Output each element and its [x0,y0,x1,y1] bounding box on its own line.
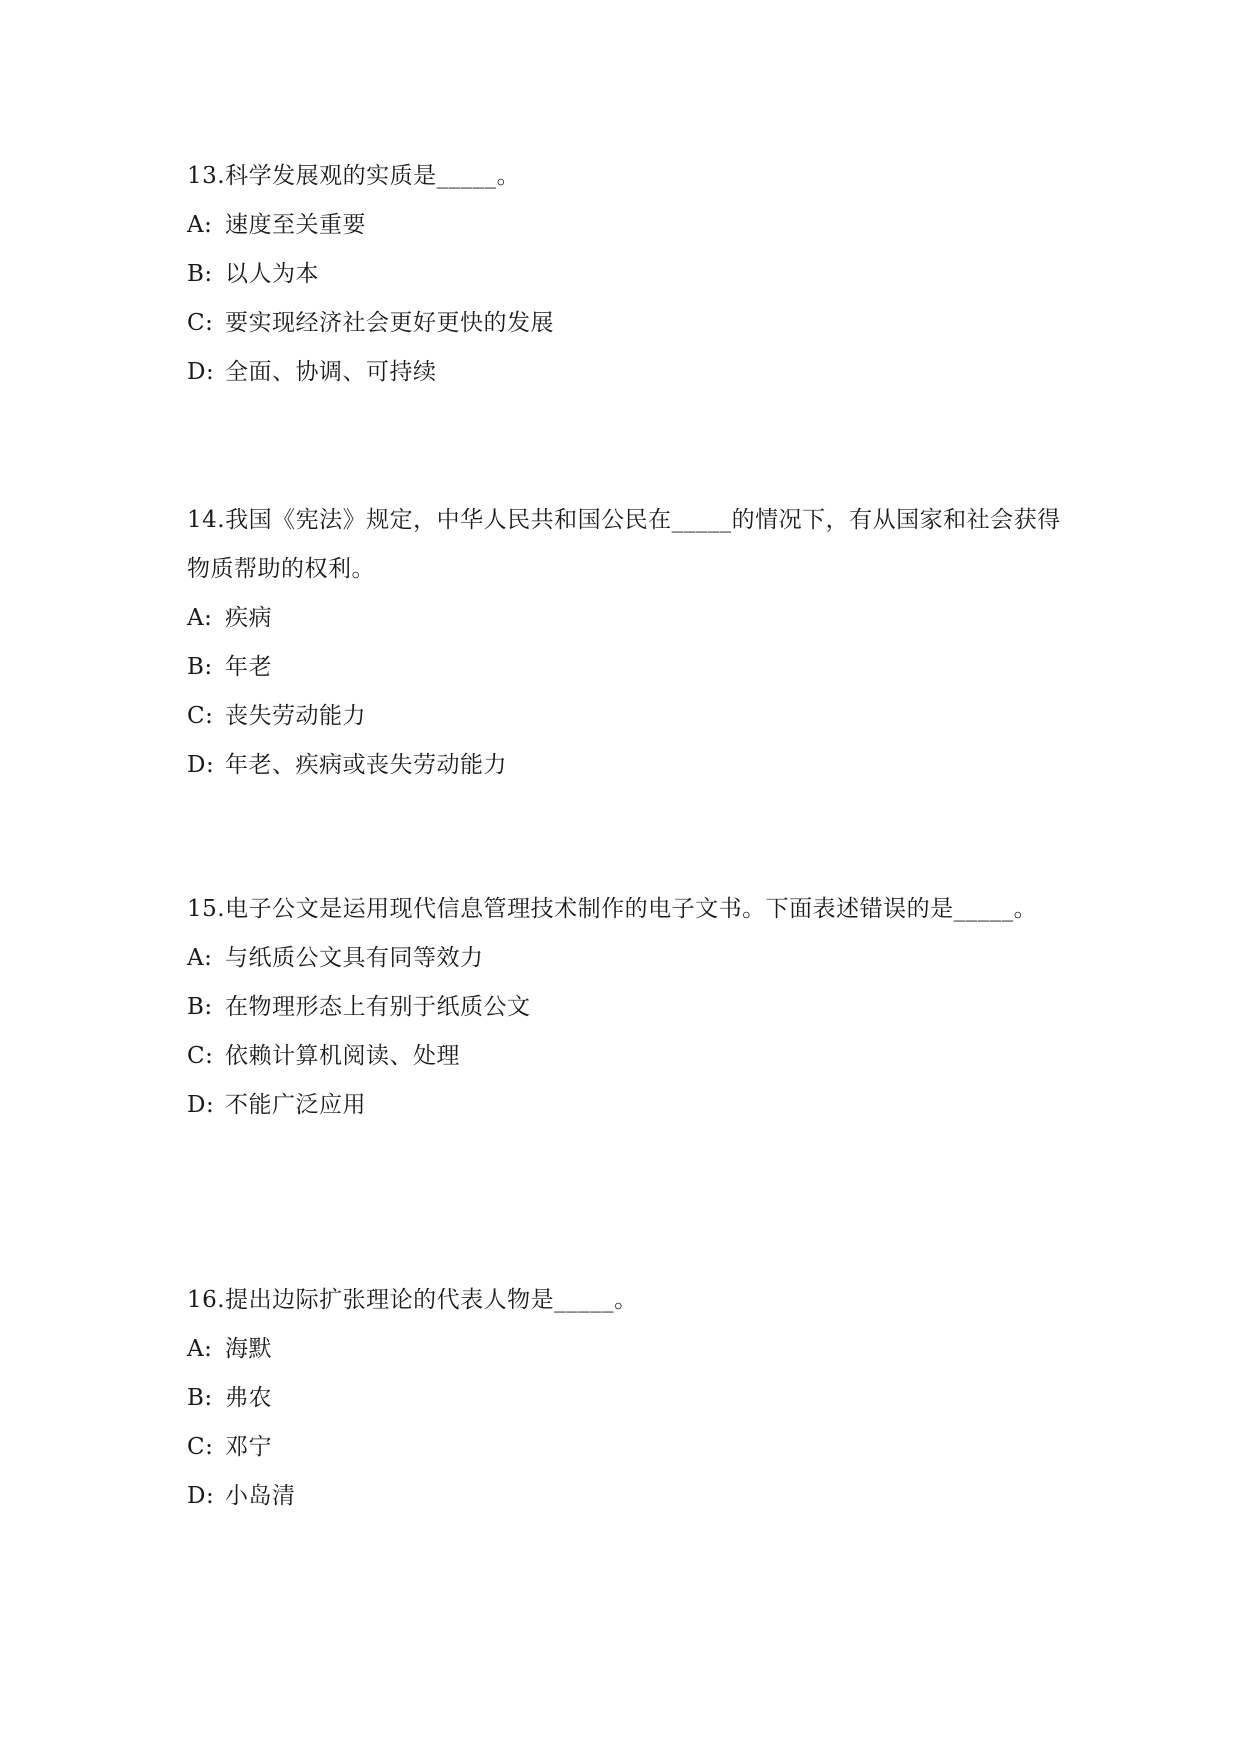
option-c [187,1423,1067,1472]
option-text: 与纸质公文具有同等效力 [225,945,484,971]
question-13 [187,152,1067,397]
option-label: B: [187,994,213,1020]
option-a [187,1325,1067,1374]
question-stem: 14.我国《宪法》规定，中华人民共和国公民在_____的情况下，有从国家和社会获得物质帮助的权利。 [187,507,1061,582]
option-label: A: [187,1336,213,1362]
option-label: D: [187,1092,215,1118]
option-label: C: [187,1043,214,1069]
option-label: B: [187,654,213,680]
option-a [187,594,1067,643]
option-text: 不能广泛应用 [225,1092,366,1118]
option-text: 年老 [225,654,272,680]
option-text: 丧失劳动能力 [225,703,366,729]
option-a [187,934,1067,983]
option-label: A: [187,945,213,971]
option-label: D: [187,1483,215,1509]
question-16 [187,1276,1067,1521]
option-label: A: [187,605,213,631]
option-label: B: [187,261,213,287]
option-b [187,983,1067,1032]
option-text: 在物理形态上有别于纸质公文 [225,994,531,1020]
option-c [187,692,1067,741]
option-d [187,1472,1067,1521]
question-stem: 16.提出边际扩张理论的代表人物是_____。 [187,1287,638,1313]
option-text: 速度至关重要 [225,212,366,238]
option-b [187,250,1067,299]
option-label: A: [187,212,213,238]
option-text: 依赖计算机阅读、处理 [225,1043,460,1069]
option-d [187,741,1067,790]
option-text: 要实现经济社会更好更快的发展 [225,310,554,336]
option-label: D: [187,752,215,778]
option-label: C: [187,1434,214,1460]
option-c [187,299,1067,348]
question-15 [187,885,1067,1130]
option-text: 疾病 [225,605,272,631]
question-stem: 13.科学发展观的实质是_____。 [187,163,521,189]
option-text: 全面、协调、可持续 [225,359,437,385]
option-b [187,643,1067,692]
option-label: C: [187,703,214,729]
option-text: 海默 [225,1336,272,1362]
option-d [187,1081,1067,1130]
option-label: B: [187,1385,213,1411]
option-text: 以人为本 [225,261,319,287]
option-text: 弗农 [225,1385,272,1411]
option-c [187,1032,1067,1081]
question-14 [187,496,1067,790]
option-label: C: [187,310,214,336]
option-text: 年老、疾病或丧失劳动能力 [225,752,507,778]
question-stem: 15.电子公文是运用现代信息管理技术制作的电子文书。下面表述错误的是_____。 [187,896,1038,922]
option-label: D: [187,359,215,385]
option-text: 小岛清 [225,1483,296,1509]
option-b [187,1374,1067,1423]
option-a [187,201,1067,250]
option-text: 邓宁 [225,1434,272,1460]
option-d [187,348,1067,397]
